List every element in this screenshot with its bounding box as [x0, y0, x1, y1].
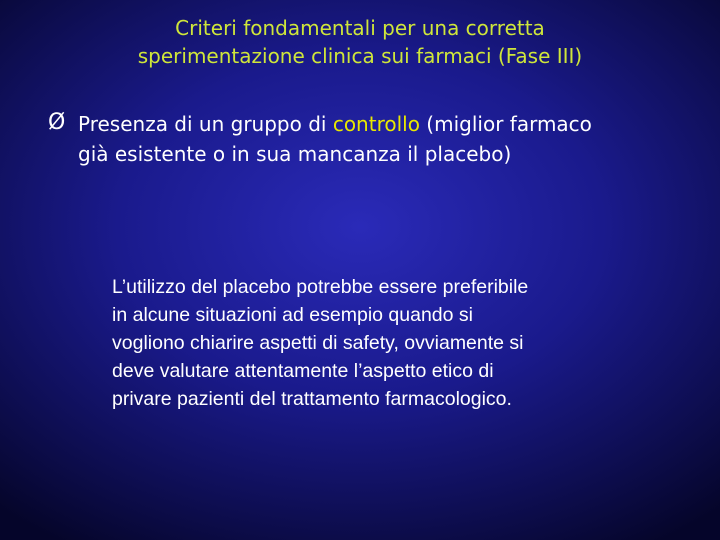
arrow-bullet-icon: Ø — [48, 110, 66, 135]
note-line-5: privare pazienti del trattamento farmacologico. — [112, 388, 512, 410]
slide-title — [0, 14, 720, 70]
bullet-text-after: (miglior farmaco — [419, 112, 592, 136]
slide-title-line-1: Criteri fondamentali per una corretta — [175, 16, 545, 40]
placebo-note — [112, 273, 652, 413]
bullet-highlight-word: controllo — [332, 112, 420, 136]
note-line-4: deve valutare attentamente l’aspetto etico di — [112, 360, 494, 382]
bullet-text-before: Presenza di un gruppo di — [78, 112, 333, 136]
slide-title-line-2: sperimentazione clinica sui farmaci (Fase III) — [137, 44, 583, 68]
bullet-text — [78, 109, 688, 169]
note-line-1: L’utilizzo del placebo potrebbe essere preferibile — [112, 276, 529, 298]
note-line-2: in alcune situazioni ad esempio quando si — [112, 304, 473, 326]
bullet-item — [48, 109, 688, 169]
note-line-3: vogliono chiarire aspetti di safety, ovviamente si — [112, 332, 524, 354]
bullet-text-line-2: già esistente o in sua mancanza il placebo) — [78, 142, 512, 166]
